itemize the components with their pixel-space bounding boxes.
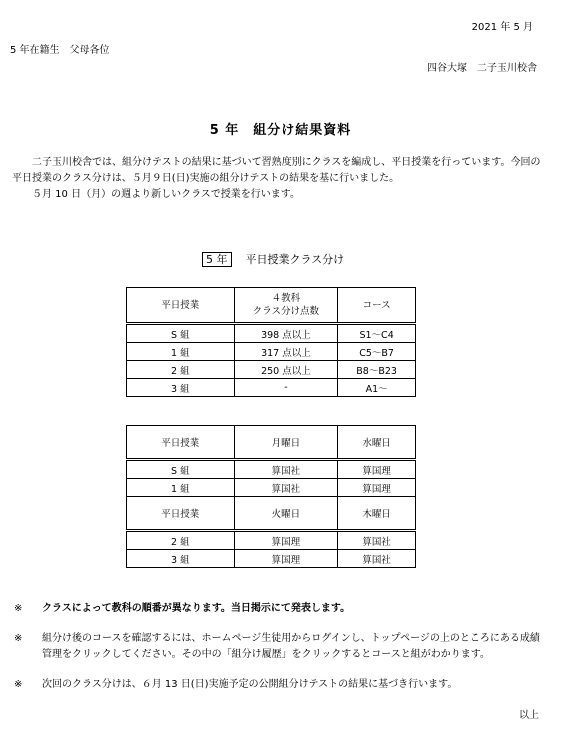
header-cell: コース [338, 288, 416, 324]
table-cell: 算国社 [338, 550, 416, 568]
table-cell: 算国理 [234, 531, 338, 550]
table-cell: 算国理 [338, 460, 416, 479]
note-item [14, 677, 544, 693]
table-cell: 算国社 [338, 531, 416, 550]
header-cell: 水曜日 [338, 426, 416, 460]
table-cell: 3 組 [127, 379, 235, 397]
table-row [127, 361, 416, 379]
table-row [127, 379, 416, 397]
table-row [127, 460, 416, 479]
table-row [127, 324, 416, 343]
table-cell: 1 組 [127, 479, 235, 497]
table-header-row [127, 426, 416, 460]
notes-section [14, 601, 544, 707]
note-mark: ※ [14, 633, 23, 644]
note-text: 組分け後のコースを確認するには、ホームページ生徒用からログインし、トップページの上のところにある成績管理をクリックしてください。その中の「組分け履歴」をクリックするとコースと組がわかります。 [42, 633, 540, 660]
header-cell: ４教科 クラス分け点数 [234, 288, 338, 324]
table-cell: 317 点以上 [234, 343, 338, 361]
table-cell: 3 組 [127, 550, 235, 568]
class-schedule-table [126, 425, 416, 568]
closing-text: 以上 [519, 710, 539, 721]
table-cell: S1～C4 [338, 324, 416, 343]
note-text: 次回のクラス分けは、６月 13 日(日)実施予定の公開組分けテストの結果に基づき行います。 [42, 679, 458, 690]
header-cell: 月曜日 [234, 426, 338, 460]
recipient-line: 5 年在籍生 父母各位 [10, 45, 110, 56]
table-cell: 算国社 [234, 479, 338, 497]
table-row [127, 550, 416, 568]
grade-box: 5 年 [202, 252, 232, 267]
note-mark: ※ [14, 603, 23, 614]
section-subheading [202, 251, 344, 267]
table-cell: C5～B7 [338, 343, 416, 361]
table-row [127, 531, 416, 550]
header-cell: 木曜日 [338, 497, 416, 531]
class-score-table [126, 287, 416, 397]
table-cell: 算国理 [234, 550, 338, 568]
table-cell: 1 組 [127, 343, 235, 361]
intro-paragraph [12, 155, 542, 203]
table-row [127, 479, 416, 497]
header-cell: 平日授業 [127, 288, 235, 324]
table-cell: 250 点以上 [234, 361, 338, 379]
note-mark: ※ [14, 679, 23, 690]
header-cell: 平日授業 [127, 426, 235, 460]
subheading-text: 平日授業クラス分け [245, 253, 345, 266]
table-cell: 2 組 [127, 531, 235, 550]
table-cell: 算国理 [338, 479, 416, 497]
table-cell: B8～B23 [338, 361, 416, 379]
table-cell: A1～ [338, 379, 416, 397]
table-cell: 2 組 [127, 361, 235, 379]
table-cell: S 組 [127, 460, 235, 479]
table-cell: 算国社 [234, 460, 338, 479]
document-title: 5 年 組分け結果資料 [209, 123, 352, 138]
table-cell: 398 点以上 [234, 324, 338, 343]
document-date: 2021 年 5 月 [471, 22, 533, 33]
note-text: クラスによって教科の順番が異なります。当日掲示にて発表します。 [42, 603, 351, 614]
table-header-row [127, 497, 416, 531]
table-cell: S 組 [127, 324, 235, 343]
table-header-row [127, 288, 416, 324]
table-row [127, 343, 416, 361]
intro-line-1: 二子玉川校舎では、組分けテストの結果に基づいて習熟度別にクラスを編成し、平日授業を行っています。今回の平日授業のクラス分けは、５月９日(日)実施の組分けテストの結果を基に行いました。 [12, 157, 541, 184]
header-cell: 平日授業 [127, 497, 235, 531]
note-item [14, 631, 544, 663]
table-cell: - [234, 379, 338, 397]
header-cell: 火曜日 [234, 497, 338, 531]
sender-line: 四谷大塚 二子玉川校舎 [427, 63, 537, 74]
note-item [14, 601, 544, 617]
intro-line-2: ５月 10 日（月）の週より新しいクラスで授業を行います。 [32, 189, 300, 200]
